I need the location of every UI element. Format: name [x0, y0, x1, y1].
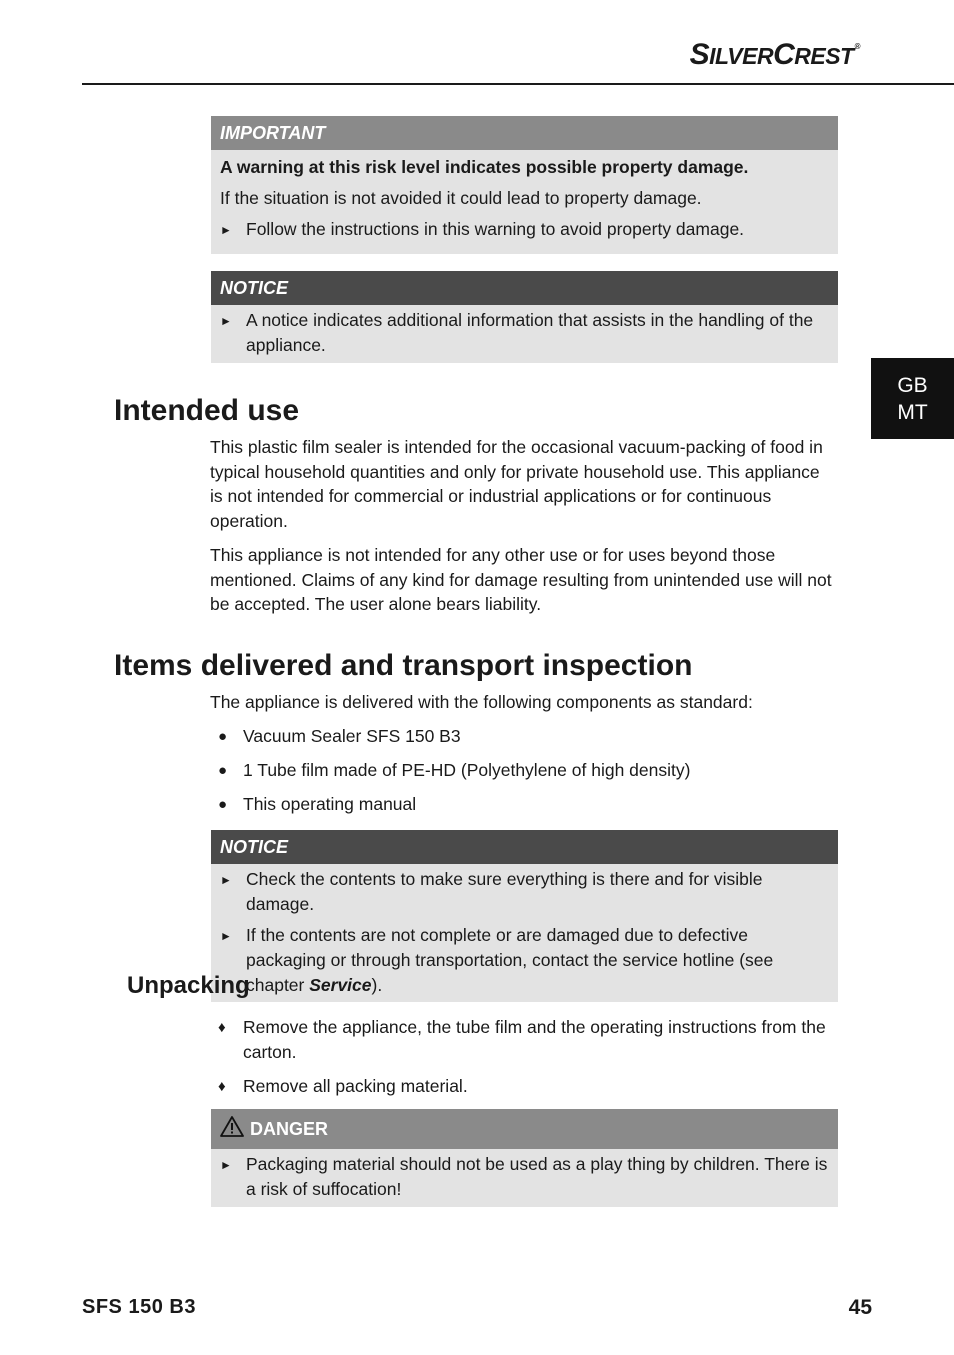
list-item: ● Vacuum Sealer SFS 150 B3 — [218, 724, 863, 749]
intended-use-paragraph-2: This appliance is not intended for any other use or for uses beyond those mentioned. Claims of any kind for damage resulting from unintended use will not be accepted. The user alone bears liability. — [210, 545, 832, 615]
bullet-icon: ● — [218, 728, 228, 745]
arrow-icon: ► — [220, 1158, 232, 1172]
footer-model: SFS 150 B3 — [82, 1296, 196, 1318]
danger-item: ► Packaging material should not be used as a play thing by children. There is a risk of suffocation! — [220, 1154, 828, 1199]
list-item: ● This operating manual — [218, 792, 863, 817]
list-item: ♦ Remove the appliance, the tube film and the operating instructions from the carton. — [218, 1017, 826, 1062]
subsection-heading-unpacking: Unpacking — [127, 972, 250, 999]
arrow-icon: ► — [220, 873, 232, 887]
danger-title: DANGER — [250, 1118, 329, 1139]
notice-item: ► Check the contents to make sure everything is there and for visible damage. — [220, 869, 763, 914]
page-number: 45 — [848, 1296, 872, 1319]
arrow-icon: ► — [220, 314, 232, 328]
important-text: If the situation is not avoided it could lead to property damage. — [220, 188, 702, 208]
bullet-icon: ● — [218, 762, 228, 779]
brand-logo: SILVERCREST® — [689, 38, 860, 71]
list-item: ● 1 Tube film made of PE-HD (Polyethylene of high density) — [218, 758, 863, 783]
notice-item: ► A notice indicates additional information that assists in the handling of the appliance. — [220, 310, 814, 355]
section-heading-items-delivered: Items delivered and transport inspection — [114, 649, 693, 682]
important-item: ► Follow the instructions in this warning to avoid property damage. — [220, 217, 828, 242]
service-chapter-reference: Service — [309, 975, 372, 995]
list-item: ♦ Remove all packing material. — [218, 1074, 863, 1099]
diamond-icon: ♦ — [218, 1078, 226, 1095]
arrow-icon: ► — [220, 223, 232, 237]
intended-use-paragraph-1: This plastic film sealer is intended for the occasional vacuum-packing of food in typical household quantities and only for private household use. This appliance is not intended for commercial or industrial applications or for continuous operation. — [210, 437, 823, 531]
items-delivered-intro: The appliance is delivered with the following components as standard: — [210, 692, 753, 712]
notice-title: NOTICE — [211, 271, 838, 305]
important-box — [211, 116, 838, 254]
notice-item: ► If the contents are not complete or are damaged due to defective packaging or through transportation, contact the service hotline (see chapter Service). — [220, 925, 774, 995]
language-mt: MT — [897, 400, 928, 424]
language-tab — [871, 358, 954, 439]
section-heading-intended-use: Intended use — [114, 394, 300, 427]
important-title: IMPORTANT — [211, 116, 838, 150]
notice-box — [211, 830, 838, 1002]
diamond-icon: ♦ — [218, 1019, 226, 1036]
arrow-icon: ► — [220, 929, 232, 943]
notice-title: NOTICE — [211, 830, 838, 864]
header-rule — [82, 83, 954, 85]
important-headline: A warning at this risk level indicates possible property damage. — [220, 157, 749, 177]
danger-header — [211, 1109, 838, 1149]
warning-triangle-icon — [220, 1116, 244, 1142]
danger-box — [211, 1109, 838, 1207]
notice-box — [211, 271, 838, 363]
bullet-icon: ● — [218, 796, 228, 813]
language-gb: GB — [897, 373, 928, 397]
